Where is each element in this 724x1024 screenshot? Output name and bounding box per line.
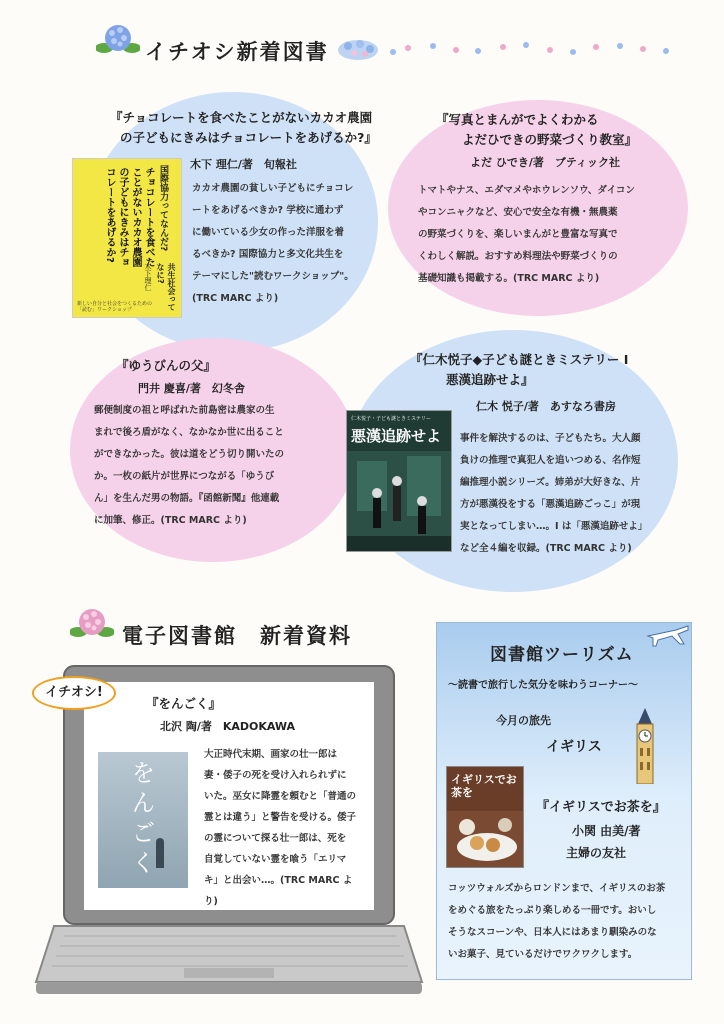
book1-cover[interactable] bbox=[72, 158, 182, 318]
book1-description: カカオ農園の貧しい子どもにチョコレ ートをあげるべきか? 学校に通わず に働いている少女の作った洋服を着 るべきか? 国際協力と多文化共生を テーマにした"読むワークショップ"。 (TRC MARC より) bbox=[192, 183, 354, 304]
flower-garland-icon bbox=[338, 36, 678, 62]
ebook-cover-title: をんごく bbox=[127, 760, 155, 880]
book1-cover-title: チョコレートを食べたことがないカカオ農園の子どもにきみはチョコレートをあげるか? bbox=[104, 167, 154, 267]
tourism-cover-title: イギリスでお茶を bbox=[451, 773, 517, 799]
tourism-book-cover[interactable] bbox=[446, 766, 524, 868]
book1-cover-sub: 新しい自分と社会をつくるための「読む」ワークショップ bbox=[77, 301, 153, 313]
section-title-ebook: 電子図書館 新着資料 bbox=[122, 624, 352, 648]
ebook-title: 『をんごく』 bbox=[146, 696, 222, 711]
tourism-title: 図書館ツーリズム bbox=[490, 645, 634, 665]
section-title-new-books: イチオシ新着図書 bbox=[145, 40, 329, 64]
big-ben-icon bbox=[630, 708, 660, 784]
tourism-author: 小関 由美/著 bbox=[572, 824, 641, 838]
book2-description: トマトやナス、エダマメやホウレンソウ、ダイコン やコンニャクなど、安心で安全な有機・無農薬 の野菜づくりを、楽しいまんがと豊富な写真で くわしく解説。おすすめ料理法や野菜づくりの 基礎知識も掲載する。(TRC MARC より) bbox=[418, 185, 635, 284]
book4-cover-illustration bbox=[347, 451, 451, 551]
book4-cover-title: 悪漢追跡せよ bbox=[351, 427, 442, 445]
book4-cover-series: 仁木悦子・子ども謎ときミステリー bbox=[351, 416, 431, 422]
tourism-publisher: 主婦の友社 bbox=[566, 846, 627, 860]
book4-cover[interactable] bbox=[346, 410, 452, 552]
ebook-description: 大正時代末期、画家の壮一郎は 妻・倭子の死を受け入れられずに いた。巫女に降霊を頼むと「普通の 霊とは違う」と警告を受ける。倭子 の霊について探る壮一郎は、死を 自覚していない霊を喰う「エリマ キ」と出会い…。(TRC MARC より) bbox=[204, 749, 357, 907]
book3-title: 『ゆうびんの父』 bbox=[116, 358, 217, 373]
book1-title: 『チョコレートを食べたことがないカカオ農園 の子どもにきみはチョコレートをあげるか?』 bbox=[110, 110, 377, 145]
book2-author: よだ ひでき/著 ブティック社 bbox=[470, 156, 620, 169]
tourism-dest: イギリス bbox=[546, 739, 602, 755]
airplane-icon bbox=[646, 618, 690, 650]
book4-description: 事件を解決するのは、子どもたち。大人顔 負けの推理で真犯人を追いつめる、名作短 編推理小説シリーズ。姉弟が大好きな、片 方が悪漢役をする「悪漢追跡ごっこ」が現 実となってしまい…。Ⅰ は「悪漢追跡せよ」 など全４編を収録。(TRC MARC より) bbox=[460, 433, 648, 554]
book1-author: 木下 理仁/著 旬報社 bbox=[190, 158, 297, 171]
ichioshi-badge-label: イチオシ! bbox=[45, 685, 103, 700]
book2-title: 『写真とまんがでよくわかる よだひできの野菜づくり教室』 bbox=[436, 112, 638, 147]
book4-title: 『仁木悦子◆子ども謎ときミステリー Ⅰ 悪漢追跡せよ』 bbox=[410, 352, 629, 387]
book4-author: 仁木 悦子/著 あすなろ書房 bbox=[476, 400, 616, 413]
book3-author: 門井 慶喜/著 幻冬舎 bbox=[138, 382, 245, 395]
tourism-book-title: 『イギリスでお茶を』 bbox=[536, 800, 666, 815]
tourism-dest-label: 今月の旅先 bbox=[496, 714, 551, 727]
book3-description: 郵便制度の祖と呼ばれた前島密は農家の生 まれで後ろ盾がなく、なかなか世に出ること ができなかった。彼は道をどう切り開いたの か。一枚の紙片が世界につながる「ゆうび ん」を生んだ男の物語。『函館新聞』他連載 に加筆、修正。(TRC MARC より) bbox=[94, 405, 285, 526]
book1-cover-author: 木下理仁 bbox=[144, 263, 152, 291]
tourism-cover-photo bbox=[447, 811, 523, 867]
book1-cover-bottom: 共生社会ってなに? bbox=[156, 263, 176, 311]
ebook-author: 北沢 陶/著 KADOKAWA bbox=[160, 720, 296, 733]
ichioshi-badge bbox=[32, 676, 116, 710]
ebook-cover[interactable] bbox=[98, 752, 188, 888]
ebook-cover-figure bbox=[156, 838, 164, 868]
tourism-subtitle: ～読書で旅行した気分を味わうコーナー～ bbox=[448, 680, 638, 691]
hydrangea-icon bbox=[96, 22, 140, 56]
hydrangea-pink-icon bbox=[70, 606, 114, 640]
tourism-description: コッツウォルズからロンドンまで、イギリスのお茶 をめぐる旅をたっぷり楽しめる一冊です。おいし そうなスコーンや、日本人にはあまり馴染みのな いお菓子、見ているだけでワクワクします。 bbox=[448, 883, 666, 960]
book1-cover-side: 国際協力ってなんだ? bbox=[158, 165, 168, 252]
